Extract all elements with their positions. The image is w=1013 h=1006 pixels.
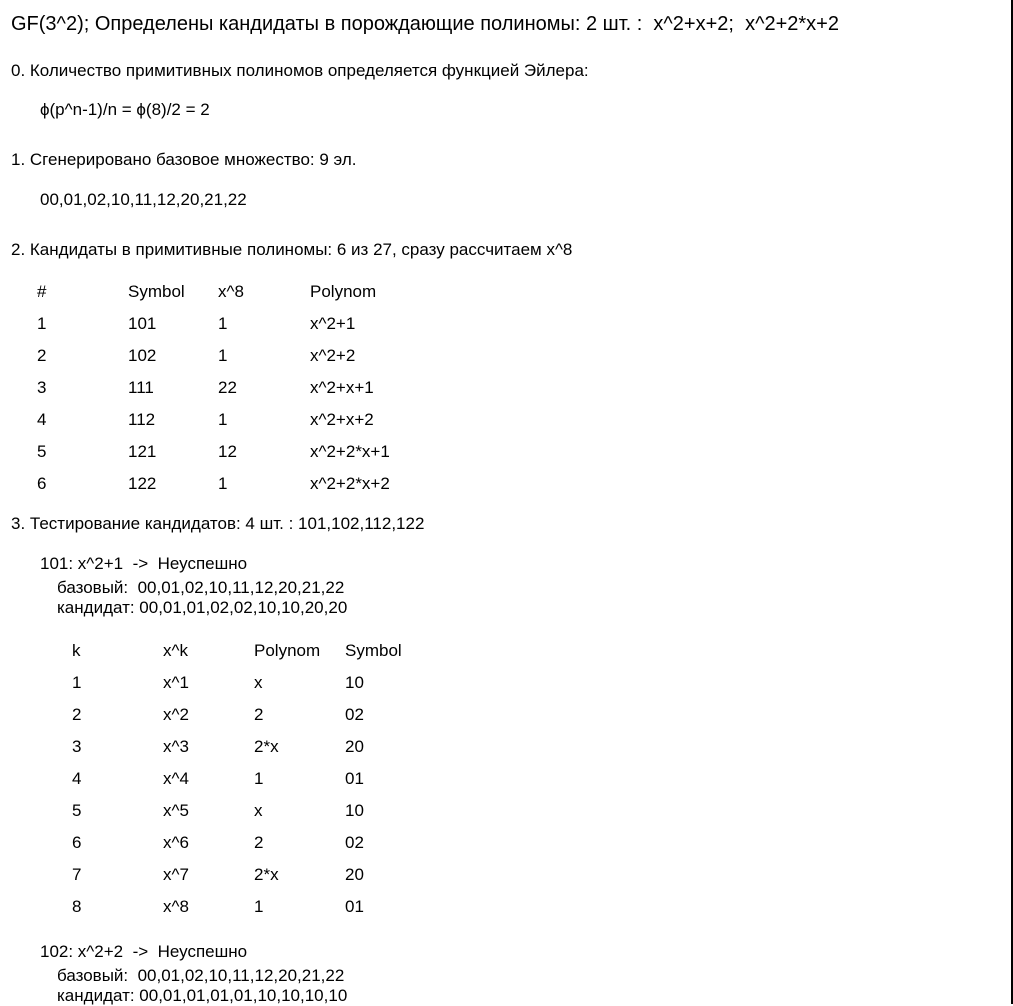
powers-table-cell: 7 — [72, 865, 82, 884]
candidates-table-cell: x^2+2 — [310, 346, 356, 365]
powers-table-cell: 1 — [254, 769, 264, 788]
powers-table-cell: x^7 — [163, 865, 189, 884]
test-1-base-set: базовый: 00,01,02,10,11,12,20,21,22 — [57, 578, 345, 597]
powers-table-header-2: Polynom — [254, 641, 321, 660]
candidates-table-cell: x^2+x+1 — [310, 378, 374, 397]
candidates-table-cell: 5 — [37, 442, 47, 461]
candidates-table-cell: 121 — [128, 442, 157, 461]
powers-table-cell: 10 — [345, 673, 364, 692]
powers-table-header-0: k — [72, 641, 81, 660]
candidates-table-cell: 1 — [218, 474, 228, 493]
section-3-heading: 3. Тестирование кандидатов: 4 шт. : 101,102,112,122 — [11, 514, 425, 533]
powers-table-header-1: x^k — [163, 641, 188, 660]
powers-table-cell: x^5 — [163, 801, 189, 820]
powers-table-cell: 6 — [72, 833, 82, 852]
powers-table-cell: 1 — [254, 897, 264, 916]
candidates-table-cell: 4 — [37, 410, 47, 429]
test-2-title: 102: x^2+2 -> Неуспешно — [40, 942, 248, 961]
candidates-table-cell: 101 — [128, 314, 157, 333]
page-title: GF(3^2); Определены кандидаты в порождающие полиномы: 2 шт. : x^2+x+2; x^2+2*x+2 — [11, 13, 839, 35]
powers-table-cell: 02 — [345, 705, 364, 724]
powers-table-cell: x^6 — [163, 833, 189, 852]
section-2-heading: 2. Кандидаты в примитивные полиномы: 6 из 27, сразу рассчитаем x^8 — [11, 240, 573, 259]
candidates-table-cell: 1 — [218, 346, 228, 365]
candidates-table-header-2: x^8 — [218, 282, 244, 301]
powers-table-cell: x — [254, 801, 263, 820]
candidates-table-cell: 2 — [37, 346, 47, 365]
powers-table-cell: x^3 — [163, 737, 189, 756]
powers-table-cell: 4 — [72, 769, 82, 788]
powers-table-cell: 1 — [72, 673, 82, 692]
test-1-title: 101: x^2+1 -> Неуспешно — [40, 554, 248, 573]
powers-table-cell: 2 — [254, 833, 264, 852]
candidates-table-header-0: # — [37, 282, 47, 301]
candidates-table-cell: 22 — [218, 378, 237, 397]
candidates-table-header-1: Symbol — [128, 282, 185, 301]
powers-table-header-3: Symbol — [345, 641, 402, 660]
powers-table-cell: 2*x — [254, 865, 279, 884]
candidates-table-cell: 1 — [37, 314, 47, 333]
candidates-table-cell: x^2+1 — [310, 314, 356, 333]
powers-table-cell: 2 — [72, 705, 82, 724]
powers-table-cell: 5 — [72, 801, 82, 820]
euler-formula: ϕ(p^n-1)/n = ϕ(8)/2 = 2 — [40, 100, 210, 119]
candidates-table-cell: 1 — [218, 410, 228, 429]
powers-table-cell: 2*x — [254, 737, 279, 756]
candidates-table-cell: 1 — [218, 314, 228, 333]
candidates-table-cell: 111 — [128, 378, 154, 397]
candidates-table-cell: x^2+2*x+2 — [310, 474, 390, 493]
candidates-table-cell: 122 — [128, 474, 157, 493]
test-1-candidate-set: кандидат: 00,01,01,02,02,10,10,20,20 — [57, 598, 348, 617]
powers-table-cell: x^8 — [163, 897, 189, 916]
base-set: 00,01,02,10,11,12,20,21,22 — [40, 190, 247, 209]
section-1-heading: 1. Сгенерировано базовое множество: 9 эл. — [11, 150, 357, 169]
powers-table-cell: x^1 — [163, 673, 189, 692]
section-0-heading: 0. Количество примитивных полиномов определяется функцией Эйлера: — [11, 61, 589, 80]
powers-table-cell: 01 — [345, 769, 364, 788]
candidates-table-cell: 102 — [128, 346, 157, 365]
powers-table-cell: 10 — [345, 801, 364, 820]
test-2-base-set: базовый: 00,01,02,10,11,12,20,21,22 — [57, 966, 345, 985]
powers-table-cell: 8 — [72, 897, 82, 916]
powers-table-cell: 01 — [345, 897, 364, 916]
powers-table-cell: 20 — [345, 865, 364, 884]
powers-table-cell: 2 — [254, 705, 264, 724]
candidates-table-cell: 3 — [37, 378, 47, 397]
test-2-candidate-set: кандидат: 00,01,01,01,01,10,10,10,10 — [57, 986, 348, 1005]
candidates-table-cell: x^2+x+2 — [310, 410, 374, 429]
candidates-table-cell: 112 — [128, 410, 156, 429]
powers-table-cell: x^4 — [163, 769, 189, 788]
candidates-table-header-3: Polynom — [310, 282, 377, 301]
powers-table-cell: 02 — [345, 833, 364, 852]
powers-table-cell: 3 — [72, 737, 82, 756]
candidates-table-cell: 6 — [37, 474, 47, 493]
powers-table-cell: 20 — [345, 737, 364, 756]
powers-table-cell: x^2 — [163, 705, 189, 724]
candidates-table-cell: 12 — [218, 442, 237, 461]
powers-table-cell: x — [254, 673, 263, 692]
candidates-table-cell: x^2+2*x+1 — [310, 442, 390, 461]
